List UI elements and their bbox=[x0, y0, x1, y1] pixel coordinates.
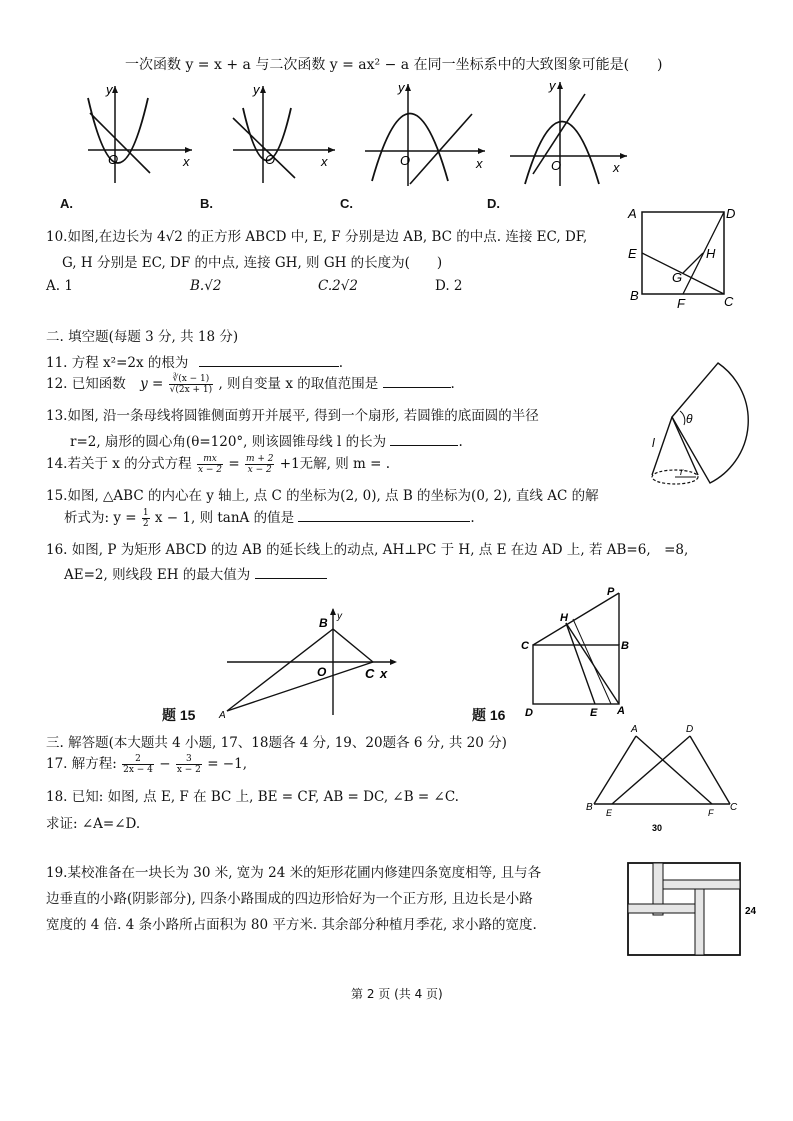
point-a-label: A bbox=[219, 710, 226, 720]
q14-row bbox=[46, 452, 390, 475]
q17-prefix: 17. 解方程: bbox=[46, 756, 117, 772]
q9-graph-b bbox=[215, 78, 345, 188]
q13-line2: r=2, 扇形的圆心角(θ=120°, 则该圆锥母线 l 的长为 bbox=[70, 434, 387, 450]
q15-line2-mid: x − 1, 则 tanA 的值是 bbox=[154, 510, 295, 526]
q16-answer-blank[interactable] bbox=[255, 564, 327, 579]
q14-f2-num: m + 2 bbox=[245, 454, 274, 464]
q15-line1: 15.如图, △ABC 的内心在 y 轴上, 点 C 的坐标为(2, 0), 点 B 的坐标为(0, 2), 直线 AC 的解 bbox=[46, 488, 599, 504]
origin-label: O bbox=[551, 158, 562, 173]
q9-graph-c bbox=[360, 76, 495, 188]
q10-line2: G, H 分别是 EC, DF 的中点, 连接 GH, 则 GH 的长度为( ) bbox=[62, 255, 443, 271]
origin-label: O bbox=[265, 152, 276, 167]
point-b-label: B bbox=[621, 640, 629, 652]
q18-line2: 求证: ∠A=∠D. bbox=[46, 816, 141, 832]
q13-cone-figure bbox=[640, 355, 760, 495]
q16-line1: 16. 如图, P 为矩形 ABCD 的边 AB 的延长线上的动点, AH⊥PC 于 H, 点 E 在边 AD 上, 若 AB=6, =8, bbox=[46, 542, 689, 558]
q15-row2: 析式为: y = $\frac{1}{2}$ x − 1, 则 tanA 的值是 . bbox=[64, 508, 475, 529]
q12-row: 12. 已知函数 y = $\frac{∛(x - 1)}{√(2x + 1)}$ , 则自变量 x 的取值范围是 . bbox=[46, 374, 455, 395]
q9-option-c: C. bbox=[340, 196, 353, 211]
q10-choice-d: D. 2 bbox=[435, 278, 463, 294]
axis-x-label: x bbox=[380, 666, 388, 681]
q11-text: 11. 方程 x²=2x 的根为 bbox=[46, 355, 189, 371]
q9-graph-d bbox=[505, 74, 635, 189]
axis-x-label: x bbox=[476, 156, 483, 171]
q14-suffix: +1无解, 则 m = . bbox=[279, 456, 391, 472]
point-d-label: D bbox=[726, 206, 736, 221]
q9-stem: 一次函数 y = x + a 与二次函数 y = ax² − a 在同一坐标系中的大致图象可能是( ) bbox=[125, 57, 663, 73]
point-d-label: D bbox=[525, 707, 533, 719]
q15-line2-prefix: 析式为: y = bbox=[64, 510, 137, 526]
q10-choice-b: B.√2 bbox=[190, 278, 222, 294]
q9-graph-a bbox=[70, 78, 200, 188]
q10-figure bbox=[622, 200, 747, 310]
q15-half-fraction bbox=[142, 508, 150, 529]
q12-numerator: ∛(x − 1) bbox=[169, 374, 214, 385]
q16-line2: AE=2, 则线段 EH 的最大值为 bbox=[64, 567, 251, 583]
q12-answer-blank[interactable] bbox=[383, 373, 451, 388]
origin-label: O bbox=[108, 152, 119, 167]
q13-row2: r=2, 扇形的圆心角(θ=120°, 则该圆锥母线 l 的长为 . bbox=[70, 430, 463, 450]
q17-f1-num: 2 bbox=[122, 754, 154, 765]
point-b-label: B bbox=[319, 616, 328, 630]
axis-y-label: y bbox=[106, 82, 113, 97]
q15-half-den: 2 bbox=[142, 519, 149, 529]
point-h-label: H bbox=[560, 612, 568, 624]
q16-row2 bbox=[64, 563, 327, 583]
q13-line1: 13.如图, 沿一条母线将圆锥侧面剪开并展平, 得到一个扇形, 若圆锥的底面圆的半径 bbox=[46, 408, 539, 424]
q12-y-eq: y = bbox=[140, 376, 164, 392]
figure-caption: 30 bbox=[652, 823, 663, 833]
slant-label: l bbox=[652, 436, 655, 450]
point-a-label: A bbox=[631, 724, 638, 735]
q19-line2: 边垂直的小路(阴影部分), 四条小路围成的四边形恰好为一个正方形, 且边长是小路 bbox=[46, 891, 533, 907]
q10-choice-a: A. 1 bbox=[46, 278, 73, 294]
q14-prefix: 14.若关于 x 的分式方程 bbox=[46, 456, 192, 472]
axis-x-label: x bbox=[183, 154, 190, 169]
point-a-label: A bbox=[617, 705, 625, 717]
side-length-label: 24 bbox=[745, 906, 757, 917]
q17-f2-den: x − 2 bbox=[176, 765, 201, 775]
q15-caption: 题 15 bbox=[162, 707, 196, 723]
section2-title: 二. 填空题(每题 3 分, 共 18 分) bbox=[46, 329, 239, 345]
q17-suffix: = −1, bbox=[207, 756, 247, 772]
origin-label: O bbox=[317, 665, 327, 679]
q9-option-a: A. bbox=[60, 196, 73, 211]
q16-caption: 题 16 bbox=[472, 707, 506, 723]
point-c-label: C bbox=[724, 294, 734, 309]
q14-f1-num: mx bbox=[197, 454, 223, 465]
axis-x-label: x bbox=[321, 154, 328, 169]
q14-f2-den: x − 2 bbox=[247, 465, 272, 475]
q11-row: 11. 方程 x²=2x 的根为 . bbox=[46, 351, 343, 371]
q17-f1-den: 2x − 4 bbox=[123, 765, 153, 775]
point-e-label: E bbox=[606, 808, 613, 818]
q18-figure bbox=[580, 718, 745, 838]
q10-choice-c: C.2√2 bbox=[318, 278, 358, 294]
point-g-label: G bbox=[672, 270, 683, 285]
q10-line1: 10.如图,在边长为 4√2 的正方形 ABCD 中, E, F 分别是边 AB, BC 的中点. 连接 EC, DF, bbox=[46, 229, 588, 245]
axis-y-label: y bbox=[398, 80, 405, 95]
q12-fraction bbox=[169, 374, 214, 395]
section3-title: 三. 解答题(本大题共 4 小题, 17、18题各 4 分, 19、20题各 6 分, 共 20 分) bbox=[46, 735, 507, 751]
radius-label: r bbox=[680, 467, 684, 478]
q12-suffix: , 则自变量 x 的取值范围是 bbox=[218, 376, 379, 392]
theta-label: θ bbox=[686, 412, 693, 426]
q15-half-num: 1 bbox=[142, 508, 149, 518]
axis-y-label: y bbox=[549, 78, 556, 93]
q19-line3: 宽度的 4 倍. 4 条小路所占面积为 80 平方米. 其余部分种植月季花, 求小路的宽度. bbox=[46, 917, 537, 933]
point-f-label: F bbox=[708, 808, 714, 818]
q15-answer-blank[interactable] bbox=[298, 507, 470, 522]
q12-denominator: √(2x + 1) bbox=[169, 385, 213, 395]
axis-y-label: y bbox=[337, 611, 342, 622]
q14-eq: = bbox=[228, 456, 240, 472]
axis-y-label: y bbox=[253, 82, 260, 97]
q11-answer-blank[interactable] bbox=[199, 352, 339, 367]
point-e-label: E bbox=[628, 246, 637, 261]
q17-fraction-1 bbox=[122, 754, 154, 775]
q14-fraction-2 bbox=[245, 454, 275, 475]
q17-fraction-2 bbox=[176, 754, 202, 775]
point-b-label: B bbox=[630, 288, 639, 303]
q14-fraction-1 bbox=[197, 454, 223, 475]
page-number: 第 2 页 (共 4 页) bbox=[351, 987, 443, 1001]
axis-x-label: x bbox=[613, 160, 620, 175]
q19-line1: 19.某校准备在一块长为 30 米, 宽为 24 米的矩形花圃内修建四条宽度相等, 且与各 bbox=[46, 865, 542, 881]
point-d-label: D bbox=[686, 724, 694, 735]
point-c-label: C bbox=[730, 802, 738, 813]
q15-figure bbox=[215, 605, 410, 720]
point-c-label: C bbox=[365, 666, 375, 681]
point-c-label: C bbox=[521, 640, 529, 652]
q16-figure bbox=[515, 583, 640, 723]
q18-line1: 18. 已知: 如图, 点 E, F 在 BC 上, BE = CF, AB = DC, ∠B = ∠C. bbox=[46, 789, 459, 805]
origin-label: O bbox=[400, 153, 411, 168]
point-p-label: P bbox=[607, 586, 615, 598]
q9-option-d: D. bbox=[487, 196, 500, 211]
q17-f2-num: 3 bbox=[176, 754, 202, 765]
point-a-label: A bbox=[628, 206, 637, 221]
q12-prefix: 12. 已知函数 bbox=[46, 376, 126, 392]
q9-option-b: B. bbox=[200, 196, 213, 211]
q19-figure bbox=[625, 860, 765, 960]
point-e-label: E bbox=[590, 707, 598, 719]
point-f-label: F bbox=[677, 296, 685, 310]
point-b-label: B bbox=[586, 802, 593, 813]
q14-f1-den: x − 2 bbox=[197, 465, 223, 475]
q13-answer-blank[interactable] bbox=[390, 431, 458, 446]
q17-row: 17. 解方程: $\frac{2}{2x - 4}$ − $\frac{3}{x - 2}$ = −1, bbox=[46, 754, 247, 775]
point-h-label: H bbox=[706, 246, 716, 261]
